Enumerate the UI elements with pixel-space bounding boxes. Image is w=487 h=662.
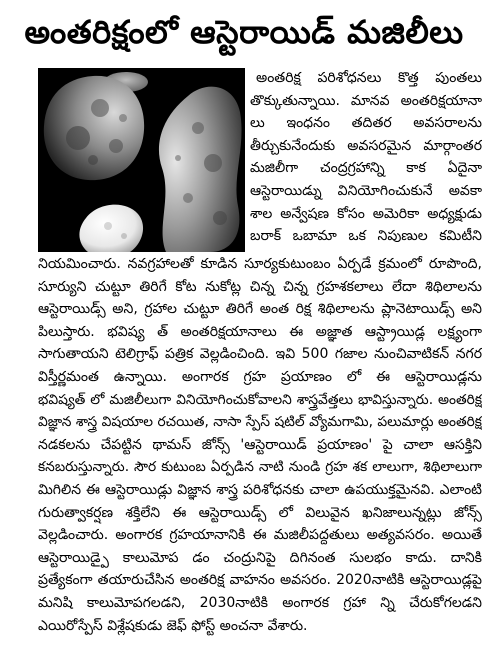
article-line: ఎయిరోస్పేస్ విశ్లేషకుడు జెఫ్ ఫోస్ట్ అంచనా వేశారు.: [38, 617, 308, 634]
article-line: భవిష్యత్ లో మజిలీలుగా వినియోగించుకోవాలని శాస్త్రవేత్తలు భావిస్తున్నారు. అంతరిక్ష: [38, 391, 482, 408]
article-line: సూర్యుని చుట్టూ తిరిగే కోట నుకోట్ల చిన్న చిన్న గ్రహశకలాలు లేదా శిథిలాలను: [38, 278, 482, 295]
article-line: శాల అన్వేషణ కోసం అమెరికా అధ్యక్షుడు: [250, 205, 482, 222]
article-line: గురుత్వాకర్షణ శక్తిలేని ఈ ఆస్టెరాయిడ్స్ లో విలువైన ఖనిజాలున్నట్లు జోన్స్: [38, 504, 482, 521]
article-line: ఆస్టెరాయిడ్ను వినియోగించుకునే అవకా: [250, 182, 482, 199]
article-line: మనిషి కాలుమోపగలడని, 2030నాటికి అంగారక గ్రహా న్ని చేరుకోగలడని: [38, 594, 482, 611]
asteroid-photo: [38, 68, 245, 252]
article-line: వెల్లడించారు. అంగారక గ్రహయానానికి ఈ మజిలీపద్దతులు అత్యవసరం. అయితే: [38, 527, 482, 544]
asteroid-round: [44, 76, 144, 180]
article-line: సాగుతాయని టెలిగ్రాఫ్ పత్రిక వెల్లడించింది. ఇవి 500 గజాల నుంచివాటికన్ నగర: [38, 346, 482, 363]
article-body: [38, 253, 482, 637]
article-line: తీర్చుకునేందుకు అవసరమైన మార్గాంతర: [250, 137, 482, 154]
article-line: విస్తీర్ణమంత ఉన్నాయి. అంగారక గ్రహ ప్రయాణం లో ఈ ఆస్టెరాయిడ్లను: [38, 368, 482, 385]
article-line: లు ఇంధనం తదితర అవసరాలను: [250, 115, 482, 132]
article-line: మజిలీగా చంద్రగ్రహాన్ని కాక ఏదైనా: [250, 160, 482, 177]
article-line: ఆస్టెరాయిడ్పై కాలుమోప డం చంద్రునిపై దిగినంత సులభం కాదు. దానికి: [38, 549, 482, 566]
article-line: నియమించారు. నవగ్రహాలతో కూడిన సూర్యకుటుంబం ఏర్పడే క్రమంలో రూపొంది,: [38, 256, 482, 272]
article-line: తొక్కుతున్నాయి. మానవ అంతరిక్షయానా: [250, 92, 482, 109]
asteroid-photo-graphic: [38, 68, 245, 252]
article-line: విజ్ఞాన శాస్త్ర విషయాల రచయిత, నాసా స్పేస్ షటిల్ వ్యోమగామి, పలుమార్లు అంతరిక్ష: [38, 414, 482, 431]
article-line: ఆస్టెరాయిడ్స్ అని, గ్రహాల చుట్టూ తిరిగే అంత రిక్ష శిథిలాలను ప్లానెటాయిడ్స్ అని: [38, 301, 482, 318]
article-line: బరాక్ ఒబామా ఒక నిపుణుల కమిటీని: [250, 228, 482, 245]
article-line: పిలుస్తారు. భవిష్య త్ అంతరిక్షయానాలు ఈ అజ్ఞాత ఆస్ట్రాయిడ్ల లక్ష్యంగా: [38, 323, 482, 340]
wrapped-column: [250, 67, 482, 248]
article-line: కనబరుస్తున్నారు. సౌర కుటుంబ ఏర్పడిన నాటి నుండి గ్రహ శక లాలుగా, శిథిలాలుగా: [38, 459, 482, 476]
article-line: మిగిలిన ఈ ఆస్టెరాయిడ్లు విజ్ఞాన శాస్త్ర పరిశోధనకు చాలా ఉపయుక్తమైనవి. ఎలాంటి: [38, 481, 482, 498]
article-title: అంతరిక్షంలో ఆస్టెరాయిడ్ మజిలీలు: [24, 13, 464, 51]
article-line: అంతరిక్ష పరిశోధనలు కొత్త పుంతలు: [256, 70, 482, 86]
article-line: ప్రత్యేకంగా తయారుచేసిన అంతరిక్ష వాహనం అవసరం. 2020నాటికి ఆస్టెరాయిడ్లపై: [38, 572, 482, 589]
article-line: నడకలను చేపట్టిన థామస్ జోన్స్ 'ఆస్టెరాయిడ్ ప్రయాణం' పై చాలా ఆసక్తిని: [38, 436, 482, 453]
